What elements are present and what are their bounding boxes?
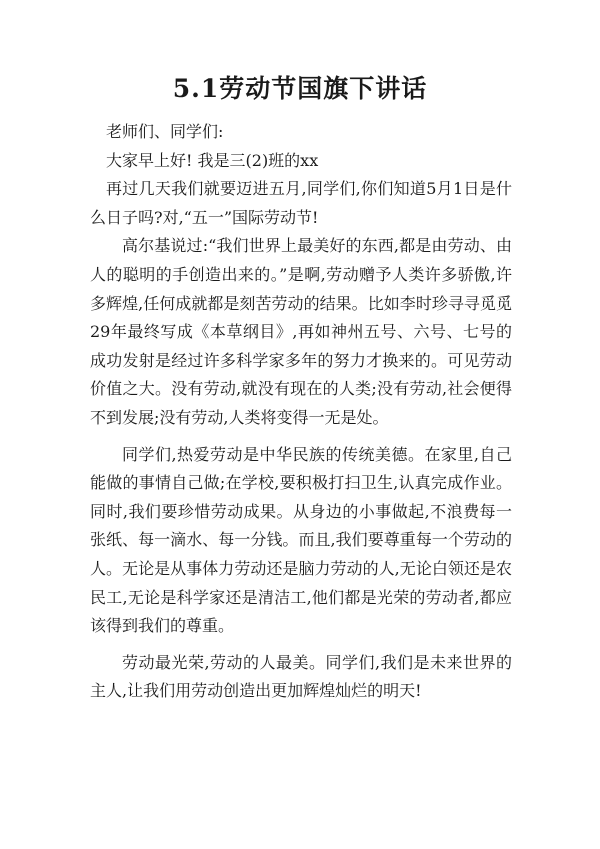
greeting-line: 老师们、同学们:	[106, 122, 224, 141]
document-body	[90, 118, 512, 706]
paragraph-4: 劳动最光荣,劳动的人最美。同学们,我们是未来世界的主人,让我们用劳动创造出更加辉煌灿烂的明天!	[90, 652, 512, 701]
paragraph-1: 再过几天我们就要迈进五月,同学们,你们知道5月1日是什么日子吗?对,“五一”国际劳动节!	[90, 179, 512, 227]
paragraph-gap	[90, 433, 512, 441]
document-title: 5.1劳动节国旗下讲话	[172, 74, 428, 103]
paragraph-3: 同学们,热爱劳动是中华民族的传统美德。在家里,自己能做的事情自己做;在学校,要积极打扫卫生,认真完成作业。同时,我们要珍惜劳动成果。从身边的小事做起,不浪费每一张纸、每一滴水、每一分钱。而且,我们要尊重每一个劳动的人。无论是从事体力劳动还是脑力劳动的人,无论白领还是农民工,无论是科学家还是清洁工,他们都是光荣的劳动者,都应该得到我们的尊重。	[90, 444, 512, 636]
intro-line: 大家早上好! 我是三(2)班的xx	[106, 150, 319, 170]
paragraph-2: 高尔基说过:“我们世界上最美好的东西,都是由劳动、由人的聪明的手创造出来的。”是啊,劳动赠予人类许多骄傲,许多辉煌,任何成就都是刻苦劳动的结果。比如李时珍寻寻觅觅29年最终写成《本草纲目》,再如神州五号、六号、七号的成功发射是经过许多科学家多年的努力才换来的。可见劳动价值之大。没有劳动,就没有现在的人类;没有劳动,社会便得不到发展;没有劳动,人类将变得一无是处。	[90, 236, 512, 427]
paragraph-gap	[90, 641, 512, 649]
